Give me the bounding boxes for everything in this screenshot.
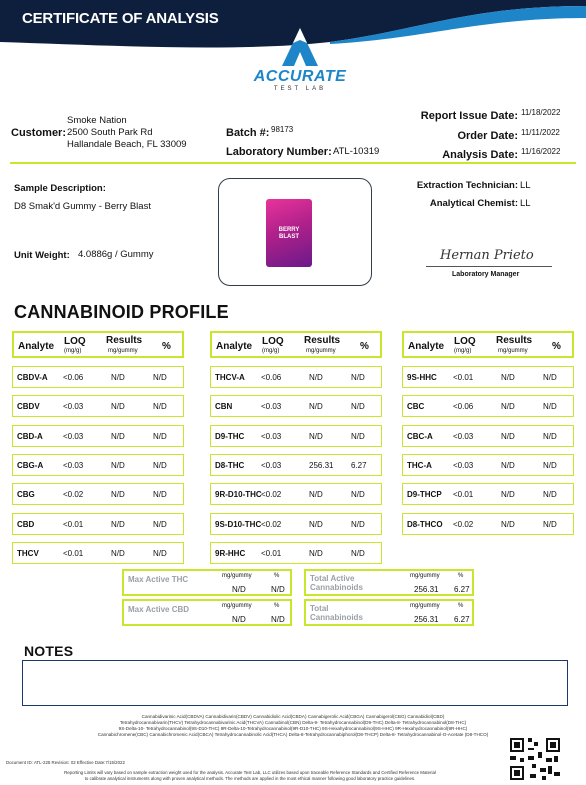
abbreviation-legend bbox=[0, 714, 586, 738]
loq-value: <0.02 bbox=[261, 490, 282, 499]
table-row bbox=[210, 513, 382, 535]
pct-value: N/D bbox=[153, 490, 167, 499]
table-row bbox=[12, 454, 184, 476]
unit-weight-label: Unit Weight: bbox=[14, 250, 70, 261]
max-cbd-box bbox=[122, 599, 292, 626]
sample-photo bbox=[218, 178, 372, 286]
sample-description: D8 Smak'd Gummy - Berry Blast bbox=[14, 201, 151, 212]
header-analyte: Analyte bbox=[216, 341, 253, 352]
loq-value: <0.02 bbox=[453, 520, 474, 529]
qr-code-icon bbox=[508, 736, 562, 782]
abbrev-line-3: 9S-Delta-10- Tetrahydrocannabinol(9S-D10-THC) 9R-Delta-10-Tetrahydrocannabinol(9R-D10-THC) 9S-Hexahydrocannabinol(9S-HHC) 9R-Hexahydrocannabinol(9R-HHC) bbox=[118, 726, 468, 731]
disclaimer-line-2: to calibrate analytical instruments along with proven analytical methods. The methods are applied in the most ethical manner following good laboratory practice guidelines. bbox=[84, 776, 416, 781]
analytical-chemist: LL bbox=[520, 198, 531, 209]
total-active-label-1: Total Active bbox=[310, 574, 355, 583]
total-pct: 6.27 bbox=[454, 615, 470, 624]
result-value: N/D bbox=[111, 402, 125, 411]
extraction-tech-label: Extraction Technician: bbox=[416, 180, 518, 191]
order-date-label: Order Date: bbox=[457, 130, 518, 142]
max-thc-box bbox=[122, 569, 292, 596]
loq-value: <0.03 bbox=[261, 432, 282, 441]
total-unit: mg/gummy bbox=[410, 603, 440, 609]
result-value: N/D bbox=[111, 490, 125, 499]
loq-value: <0.03 bbox=[261, 461, 282, 470]
lab-number: ATL-10319 bbox=[333, 146, 380, 157]
table-row bbox=[402, 366, 574, 388]
loq-value: <0.03 bbox=[453, 432, 474, 441]
analyte-name: CBD-A bbox=[17, 432, 43, 441]
pct-value: N/D bbox=[351, 549, 365, 558]
analyte-name: D9-THCP bbox=[407, 490, 442, 499]
header-loq: LOQ bbox=[64, 336, 86, 347]
max-thc-label: Max Active THC bbox=[128, 575, 189, 584]
analytical-chemist-label: Analytical Chemist: bbox=[429, 198, 518, 209]
header-loq: LOQ bbox=[262, 336, 284, 347]
loq-value: <0.02 bbox=[63, 490, 84, 499]
total-result: 256.31 bbox=[414, 615, 439, 624]
header-results-unit: mg/gummy bbox=[498, 348, 528, 354]
loq-value: <0.03 bbox=[63, 402, 84, 411]
lab-number-label: Laboratory Number: bbox=[226, 146, 332, 158]
customer-label: Customer: bbox=[11, 127, 67, 139]
pct-value: 6.27 bbox=[351, 461, 367, 470]
batch-number: 98173 bbox=[271, 125, 294, 134]
analyte-name: CBDV-A bbox=[17, 373, 48, 382]
analyte-name: THC-A bbox=[407, 461, 432, 470]
loq-value: <0.06 bbox=[261, 373, 282, 382]
table-row bbox=[402, 454, 574, 476]
logo-subtitle: TEST LAB bbox=[273, 86, 327, 92]
table-row bbox=[12, 542, 184, 564]
extraction-tech: LL bbox=[520, 180, 531, 191]
loq-value: <0.02 bbox=[261, 520, 282, 529]
analyte-name: D8-THC bbox=[215, 461, 245, 470]
analyte-name: 9R-HHC bbox=[215, 549, 246, 558]
header-loq-unit: (mg/g) bbox=[262, 348, 280, 354]
table-row bbox=[402, 483, 574, 505]
order-label-wrap bbox=[457, 126, 518, 144]
loq-value: <0.01 bbox=[63, 549, 84, 558]
pct-value: N/D bbox=[351, 402, 365, 411]
analyte-name: D8-THCO bbox=[407, 520, 443, 529]
notes-title: NOTES bbox=[24, 643, 74, 659]
loq-value: <0.06 bbox=[453, 402, 474, 411]
pct-value: N/D bbox=[351, 520, 365, 529]
analyte-name: THCV-A bbox=[215, 373, 245, 382]
max-cbd-pct: N/D bbox=[271, 615, 285, 624]
pct-value: N/D bbox=[153, 373, 167, 382]
result-value: N/D bbox=[501, 432, 515, 441]
table-row bbox=[12, 513, 184, 535]
mountain-logo-icon bbox=[280, 26, 320, 70]
pct-value: N/D bbox=[543, 373, 557, 382]
logo-name: ACCURATE bbox=[253, 68, 347, 85]
header-loq-unit: (mg/g) bbox=[454, 348, 472, 354]
analyte-name: CBC bbox=[407, 402, 425, 411]
table-header-3 bbox=[402, 331, 574, 358]
document-title: CERTIFICATE OF ANALYSIS bbox=[22, 10, 219, 27]
table-row bbox=[210, 366, 382, 388]
pct-value: N/D bbox=[153, 461, 167, 470]
total-active-unit: mg/gummy bbox=[410, 573, 440, 579]
result-value: N/D bbox=[501, 402, 515, 411]
table-row bbox=[210, 454, 382, 476]
pct-value: N/D bbox=[351, 432, 365, 441]
analyte-name: 9S-HHC bbox=[407, 373, 437, 382]
pct-value: N/D bbox=[543, 461, 557, 470]
pct-value: N/D bbox=[543, 432, 557, 441]
signature-line bbox=[426, 266, 552, 267]
analysis-date: 11/16/2022 bbox=[521, 147, 561, 156]
package-text-1: BERRY bbox=[278, 227, 300, 233]
max-thc-pct-label: % bbox=[274, 573, 280, 579]
notes-box bbox=[22, 660, 568, 706]
manager-label: Laboratory Manager bbox=[452, 271, 520, 278]
max-thc-pct: N/D bbox=[271, 585, 285, 594]
max-cbd-result: N/D bbox=[232, 615, 246, 624]
result-value: N/D bbox=[501, 490, 515, 499]
pct-value: N/D bbox=[153, 432, 167, 441]
total-active-label-2: Cannabinoids bbox=[310, 583, 363, 592]
header-pct: % bbox=[552, 341, 561, 352]
table-row bbox=[210, 542, 382, 564]
table-row bbox=[402, 395, 574, 417]
total-label-1: Total bbox=[310, 604, 329, 613]
max-cbd-label: Max Active CBD bbox=[128, 605, 190, 614]
header-results: Results bbox=[106, 335, 143, 346]
customer-address-1: 2500 South Park Rd bbox=[67, 127, 153, 138]
result-value: N/D bbox=[111, 461, 125, 470]
table-row bbox=[402, 425, 574, 447]
header-results: Results bbox=[496, 335, 533, 346]
header-pct: % bbox=[360, 341, 369, 352]
report-issue-date: 11/18/2022 bbox=[521, 108, 561, 117]
loq-value: <0.01 bbox=[453, 373, 474, 382]
table-row bbox=[402, 513, 574, 535]
table-row bbox=[210, 395, 382, 417]
header-results-unit: mg/gummy bbox=[306, 348, 336, 354]
analyte-name: CBDV bbox=[17, 402, 40, 411]
result-value: N/D bbox=[309, 549, 323, 558]
analyte-name: CBC-A bbox=[407, 432, 433, 441]
analyte-name: D9-THC bbox=[215, 432, 245, 441]
total-label-2: Cannabinoids bbox=[310, 613, 363, 622]
unit-weight: 4.0886g / Gummy bbox=[78, 249, 154, 260]
disclaimer bbox=[0, 770, 500, 782]
total-active-pct-label: % bbox=[458, 573, 464, 579]
result-value: N/D bbox=[309, 520, 323, 529]
result-value: N/D bbox=[309, 373, 323, 382]
total-cannabinoids-box bbox=[304, 599, 474, 626]
pct-value: N/D bbox=[543, 520, 557, 529]
loq-value: <0.06 bbox=[63, 373, 84, 382]
order-date: 11/11/2022 bbox=[521, 128, 560, 137]
table-row bbox=[12, 425, 184, 447]
header-results: Results bbox=[304, 335, 341, 346]
loq-value: <0.01 bbox=[453, 490, 474, 499]
notes-body bbox=[23, 661, 567, 669]
result-value: 256.31 bbox=[309, 461, 334, 470]
pct-value: N/D bbox=[153, 520, 167, 529]
header-results-unit: mg/gummy bbox=[108, 348, 138, 354]
max-thc-result: N/D bbox=[232, 585, 246, 594]
package-text-2: BLAST bbox=[279, 234, 299, 240]
analyte-name: THCV bbox=[17, 549, 39, 558]
result-value: N/D bbox=[309, 432, 323, 441]
max-cbd-pct-label: % bbox=[274, 603, 280, 609]
result-value: N/D bbox=[309, 490, 323, 499]
analyte-name: 9S-D10-THC bbox=[215, 520, 262, 529]
customer-address-2: Hallandale Beach, FL 33009 bbox=[67, 139, 187, 150]
abbrev-line-1: Cannabidivarinic Acid(CBDVA) Cannabidivarin(CBDV) Cannabidiolic Acid(CBDA) Cannabigerolic Acid(CBGA) Cannabigerol(CBG) Cannabidiol(CBD) bbox=[141, 714, 445, 719]
abbrev-line-4: Cannabichromene(CBC) Cannabichromenic Acid(CBCA) Tetrahydrocannabinolic Acid(THCA) Delta-8-Tetrahydrocannabiphorol(D8-THCP) Delta-8- Tetrahydrocannabinol-O-Acetate (D8-THCO) bbox=[97, 732, 489, 737]
loq-value: <0.03 bbox=[63, 461, 84, 470]
header-divider bbox=[10, 162, 576, 164]
analyte-name: CBG-A bbox=[17, 461, 44, 470]
loq-value: <0.03 bbox=[261, 402, 282, 411]
batch-label: Batch #: bbox=[226, 127, 270, 139]
analysis-date-label: Analysis Date: bbox=[442, 149, 518, 161]
analysis-label-wrap bbox=[442, 145, 518, 163]
report-issue-label: Report Issue Date: bbox=[420, 110, 518, 122]
report-issue-label-wrap bbox=[421, 106, 518, 124]
table-row bbox=[12, 483, 184, 505]
result-value: N/D bbox=[501, 373, 515, 382]
lab-logo bbox=[240, 26, 360, 98]
result-value: N/D bbox=[501, 520, 515, 529]
pct-value: N/D bbox=[543, 490, 557, 499]
table-header-2 bbox=[210, 331, 382, 358]
max-cbd-unit: mg/gummy bbox=[222, 603, 252, 609]
loq-value: <0.01 bbox=[261, 549, 282, 558]
analyte-name: CBN bbox=[215, 402, 233, 411]
header-loq: LOQ bbox=[454, 336, 476, 347]
loq-value: <0.03 bbox=[453, 461, 474, 470]
header-analyte: Analyte bbox=[18, 341, 55, 352]
result-value: N/D bbox=[309, 402, 323, 411]
analyte-name: CBG bbox=[17, 490, 35, 499]
pct-value: N/D bbox=[153, 549, 167, 558]
total-pct-label: % bbox=[458, 603, 464, 609]
analyte-name: 9R-D10-THC bbox=[215, 490, 262, 499]
max-thc-unit: mg/gummy bbox=[222, 573, 252, 579]
table-row bbox=[12, 366, 184, 388]
gummy-package-image bbox=[266, 199, 312, 267]
pct-value: N/D bbox=[351, 373, 365, 382]
abbrev-line-2: Tetrahydrocannabivarin(THCV) Tetrahydrocannabivarinic Acid(THCVA) Cannabinol(CBN) Delta-9- Tetrahydrocannabinol(D9-THC) Delta-8- Tetrahydrocannabinol(D8-THC) bbox=[119, 720, 467, 725]
pct-value: N/D bbox=[351, 490, 365, 499]
pct-value: N/D bbox=[153, 402, 167, 411]
header-analyte: Analyte bbox=[408, 341, 445, 352]
result-value: N/D bbox=[111, 432, 125, 441]
pct-value: N/D bbox=[543, 402, 557, 411]
total-active-pct: 6.27 bbox=[454, 585, 470, 594]
result-value: N/D bbox=[111, 549, 125, 558]
analyte-name: CBD bbox=[17, 520, 35, 529]
customer-name: Smoke Nation bbox=[67, 115, 127, 126]
table-row bbox=[12, 395, 184, 417]
loq-value: <0.03 bbox=[63, 432, 84, 441]
cannabinoid-profile-title: CANNABINOID PROFILE bbox=[14, 302, 229, 322]
table-header-1 bbox=[12, 331, 184, 358]
result-value: N/D bbox=[111, 520, 125, 529]
document-info: Document ID: ATL-225 Revision: 02 Effective Date:7/15/2022 bbox=[6, 760, 125, 765]
sample-description-label: Sample Description: bbox=[14, 183, 106, 194]
table-row bbox=[210, 425, 382, 447]
disclaimer-line-1: Reporting Limits will vary based on sample extraction weight used for the analysis. Accurate Test Lab, LLC utilizes based upon traceable Reference Standards and Certified Reference Material bbox=[64, 770, 436, 775]
loq-value: <0.01 bbox=[63, 520, 84, 529]
result-value: N/D bbox=[501, 461, 515, 470]
header-pct: % bbox=[162, 341, 171, 352]
result-value: N/D bbox=[111, 373, 125, 382]
header-loq-unit: (mg/g) bbox=[64, 348, 82, 354]
total-active-result: 256.31 bbox=[414, 585, 439, 594]
total-active-box bbox=[304, 569, 474, 596]
manager-signature: Hernan Prieto bbox=[440, 248, 534, 263]
table-row bbox=[210, 483, 382, 505]
